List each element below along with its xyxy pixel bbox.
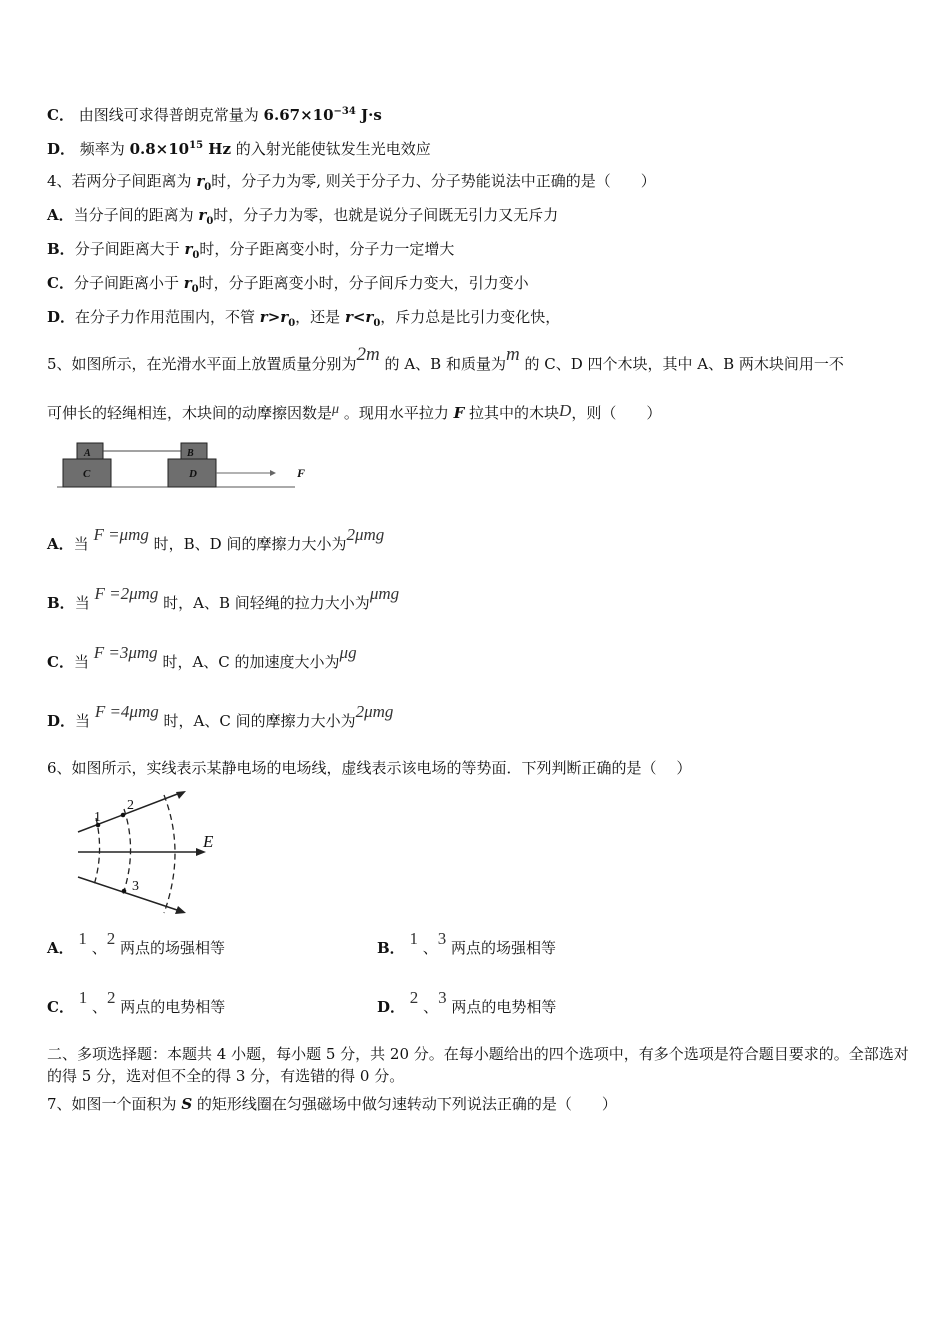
q4-stem-pre: 4、若两分子间距离为 <box>47 172 197 190</box>
option-text: 当 <box>73 653 89 671</box>
var-sub: 0 <box>206 216 214 227</box>
q4-option-d <box>47 307 560 334</box>
mass-m: m <box>505 344 520 365</box>
option-text-mid: ，还是 <box>295 308 345 326</box>
point-number: 1 <box>78 929 87 948</box>
separator: 、 <box>91 939 107 957</box>
option-label: D． <box>47 140 76 158</box>
var-sub: 0 <box>192 250 200 261</box>
label-1: 1 <box>94 810 101 825</box>
q4-stem <box>47 171 656 198</box>
separator: 、 <box>92 998 108 1016</box>
q4-option-c <box>47 273 529 300</box>
option-text: 由图线可求得普朗克常量为 <box>78 106 259 124</box>
q6-option-d <box>377 988 557 1017</box>
condition-formula: F =μmg <box>93 525 149 544</box>
label-d: D <box>189 468 197 480</box>
separator: 、 <box>423 998 439 1016</box>
q5-text: 的 A、B 和质量为 <box>379 355 506 373</box>
condition-formula: F =4μmg <box>94 702 159 721</box>
point-3 <box>122 889 127 894</box>
q5-stem-line1 <box>47 344 844 374</box>
arrowhead-top <box>176 791 186 799</box>
option-text-pre: 分子间距离小于 <box>73 274 184 292</box>
option-text: 两点的电势相等 <box>115 998 226 1016</box>
var-r: r <box>196 172 205 190</box>
var-sub: 0 <box>204 182 212 193</box>
block-b <box>181 443 207 459</box>
equipotential-3 <box>164 795 175 913</box>
force-F: F <box>453 404 465 422</box>
q5-option-d <box>47 702 394 731</box>
arrowhead-bottom <box>175 906 186 914</box>
option-text: 两点的电势相等 <box>446 998 557 1016</box>
condition-formula: F =2μmg <box>94 584 159 603</box>
option-text: 当 <box>75 712 91 730</box>
option-text: 两点的场强相等 <box>115 939 225 957</box>
condition-formula: F =3μmg <box>93 643 158 662</box>
option-label: D． <box>47 308 76 326</box>
option-text-pre: 在分子力作用范围内，不管 <box>75 308 260 326</box>
q3-option-c <box>47 102 382 125</box>
point-number: 2 <box>106 929 116 948</box>
point-number: 1 <box>78 988 88 1007</box>
q6-option-c <box>47 988 226 1017</box>
q5-text: 可伸长的轻绳相连，木块间的动摩擦因数是 <box>47 404 333 422</box>
option-label: C． <box>47 274 74 292</box>
label-2: 2 <box>127 798 134 813</box>
option-label: C． <box>47 998 74 1016</box>
label-b: B <box>187 448 194 459</box>
option-text-pre: 分子间距离大于 <box>74 240 185 258</box>
option-text-pre: 频率为 <box>79 140 130 158</box>
label-e: E <box>203 832 214 851</box>
var-sub: 0 <box>191 284 199 295</box>
mu-symbol: μ <box>332 402 340 417</box>
point-number: 1 <box>409 929 418 948</box>
option-label: B． <box>47 240 75 258</box>
option-text: 时，B、D 间的摩擦力大小为 <box>148 535 347 553</box>
frequency-value: 0.8×10 <box>129 140 190 158</box>
answer-formula: μmg <box>369 584 400 603</box>
q5-text: 。现用水平拉力 <box>339 404 454 422</box>
q5-text: 拉其中的木块 <box>464 404 560 422</box>
q5-text: ，则（ ） <box>571 404 662 422</box>
option-text: 时，A、B 间轻绳的拉力大小为 <box>158 594 370 612</box>
q4-option-a <box>47 205 558 232</box>
planck-exponent: −34 <box>333 106 356 117</box>
option-text: 当 <box>74 594 90 612</box>
option-label: A． <box>47 206 74 224</box>
option-label: D． <box>47 712 76 730</box>
field-line-bottom <box>78 877 180 911</box>
option-label: C． <box>47 106 74 124</box>
option-text: 时，A、C 间的摩擦力大小为 <box>158 712 356 730</box>
var-r: r <box>344 308 353 326</box>
option-text: 两点的场强相等 <box>446 939 557 957</box>
point-number: 2 <box>107 988 116 1007</box>
q5-option-b <box>47 584 400 613</box>
frequency-unit: Hz <box>203 140 231 158</box>
var-r: r <box>280 308 289 326</box>
option-text-post: 时，分子距离变小时，分子力一定增大 <box>199 240 455 258</box>
field-diagram <box>72 785 222 915</box>
q3-option-d <box>47 136 431 159</box>
equipotential-2 <box>122 809 131 897</box>
q4-option-b <box>47 239 454 266</box>
q5-text: 5、如图所示，在光滑水平面上放置质量分别为 <box>47 355 357 373</box>
force-arrowhead <box>270 470 276 476</box>
option-label: A． <box>47 939 74 957</box>
q5-text: 的 C、D 四个木块，其中 A、B 两木块间用一不 <box>519 355 844 373</box>
area-S: S <box>181 1095 193 1113</box>
section-2-header: 二、多项选择题：本题共 4 小题，每小题 5 分，共 20 分。在每小题给出的四个选项中，有多个选项是符合题目要求的。全部选对的得 5 分，选对但不全的得 3 分，有选错的得 0 分。 <box>47 1045 909 1085</box>
option-text-post: 时，分子力为零，也就是说分子间既无引力又无斥力 <box>213 206 559 224</box>
greater-than: > <box>267 308 281 326</box>
planck-value: 6.67×10 <box>263 106 334 124</box>
var-r: r <box>259 308 268 326</box>
var-r: r <box>184 240 193 258</box>
answer-formula: 2μmg <box>355 702 394 721</box>
var-sub: 0 <box>288 318 296 329</box>
option-text-post: 时，分子距离变小时，分子间斥力变大，引力变小 <box>198 274 529 292</box>
block-D: D <box>559 401 572 420</box>
option-label: A． <box>47 535 74 553</box>
point-number: 3 <box>437 929 447 948</box>
label-f: F <box>297 466 306 480</box>
option-label: D． <box>377 998 406 1016</box>
label-a: A <box>84 448 91 459</box>
q4-stem-post: 时，分子力为零, 则关于分子力、分子势能说法中正确的是（ ） <box>211 172 656 190</box>
separator: 、 <box>422 939 438 957</box>
var-sub: 0 <box>373 318 381 329</box>
q7-text: 7、如图一个面积为 <box>47 1095 182 1113</box>
point-2 <box>121 813 126 818</box>
blocks-figure <box>55 438 325 493</box>
planck-unit: J·s <box>355 106 382 124</box>
option-label: B． <box>47 594 75 612</box>
q7-stem <box>47 1094 617 1114</box>
mass-2m: 2m <box>356 344 380 365</box>
less-than: < <box>352 308 366 326</box>
q6-option-a <box>47 929 225 958</box>
q6-option-b <box>377 929 557 958</box>
blocks-diagram <box>55 438 325 493</box>
answer-formula: 2μmg <box>346 525 385 544</box>
option-text-post: ，斥力总是比引力变化快， <box>380 308 561 326</box>
point-number: 3 <box>438 988 447 1007</box>
option-label: B． <box>377 939 405 957</box>
q5-option-a <box>47 525 385 554</box>
q5-option-c <box>47 643 357 672</box>
frequency-exponent: 15 <box>189 140 204 151</box>
electric-field-figure <box>72 785 222 915</box>
q7-text: 的矩形线圈在匀强磁场中做匀速转动下列说法正确的是（ ） <box>192 1095 617 1113</box>
q6-stem: 6、如图所示，实线表示某静电场的电场线，虚线表示该电场的等势面．下列判断正确的是（ ） <box>47 759 692 777</box>
answer-formula: μg <box>339 643 357 662</box>
option-label: C． <box>47 653 74 671</box>
var-r: r <box>365 308 374 326</box>
var-r: r <box>198 206 207 224</box>
q5-stem-line2 <box>47 403 661 425</box>
label-3: 3 <box>132 879 139 894</box>
var-r: r <box>183 274 192 292</box>
option-text: 时，A、C 的加速度大小为 <box>157 653 340 671</box>
label-c: C <box>83 468 91 480</box>
option-text-pre: 当分子间的距离为 <box>73 206 199 224</box>
option-text-post: 的入射光能使钛发生光电效应 <box>230 140 431 158</box>
point-number: 2 <box>409 988 419 1007</box>
option-text: 当 <box>73 535 89 553</box>
